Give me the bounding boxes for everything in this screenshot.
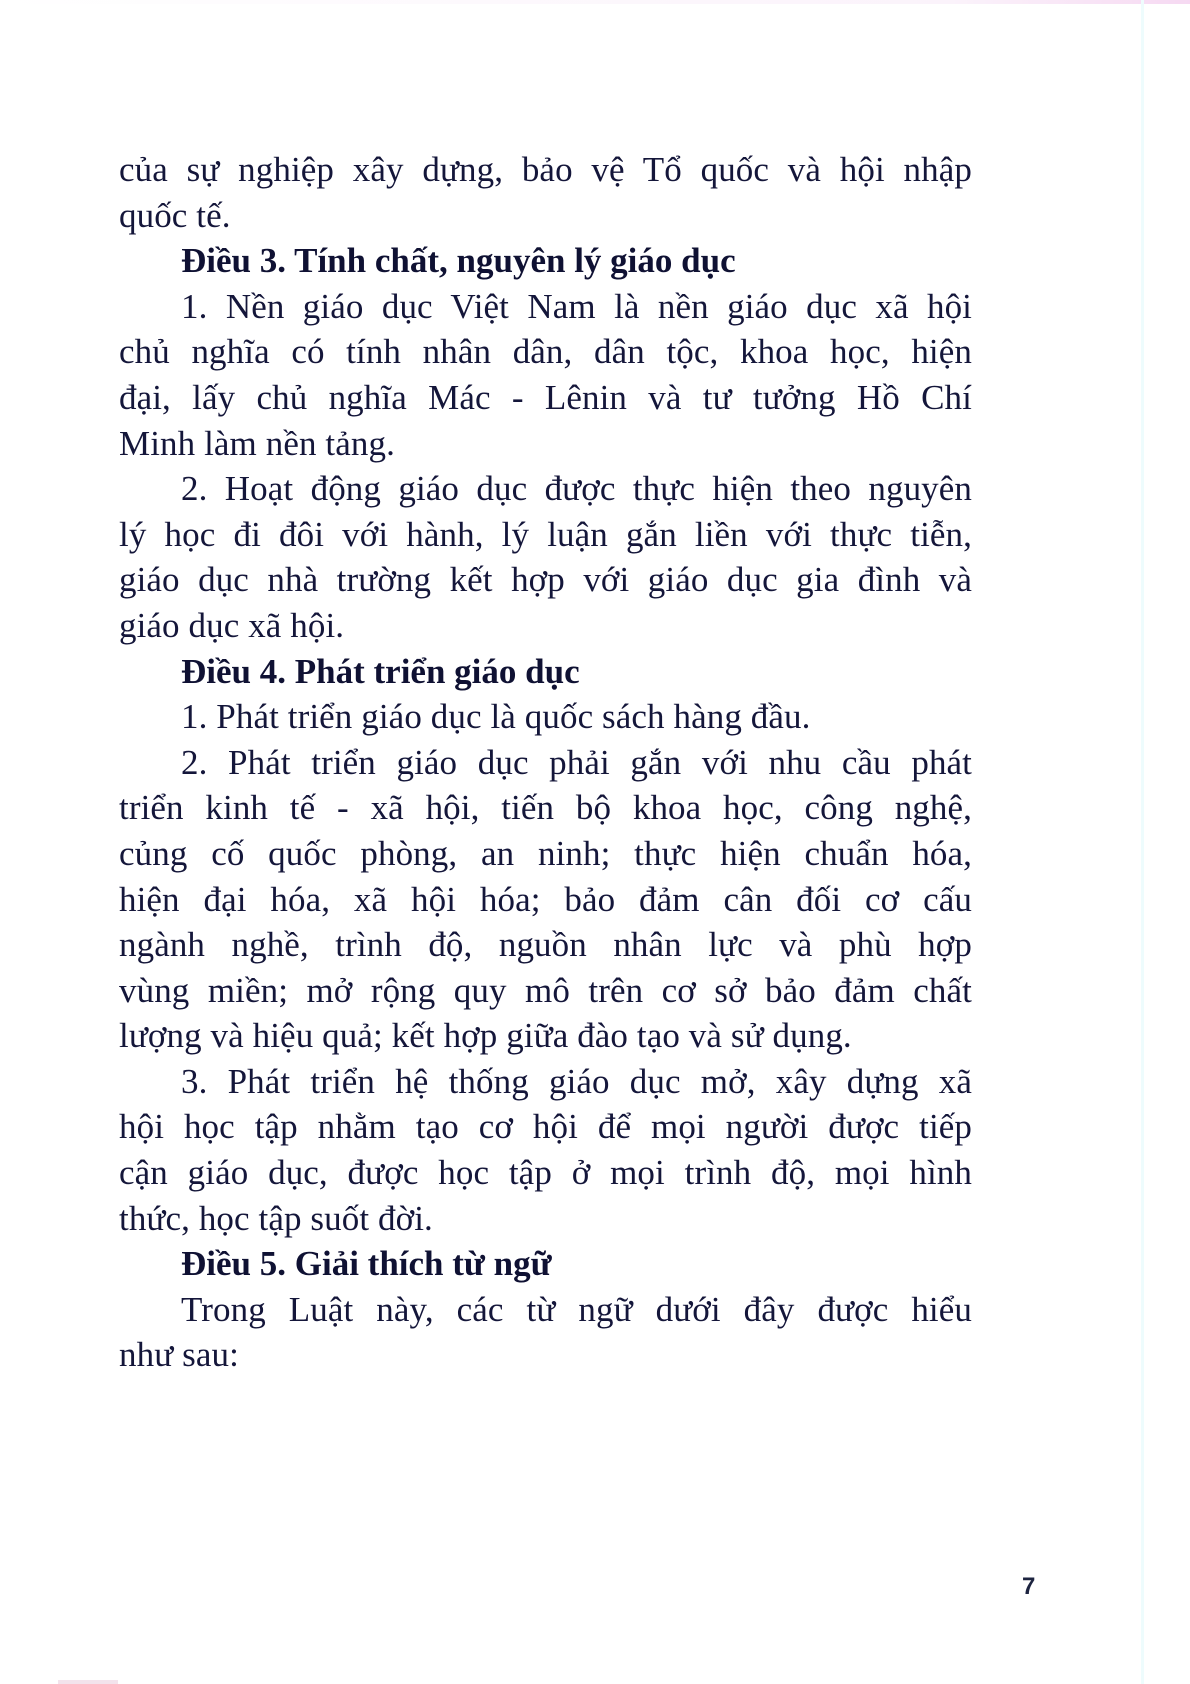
text-line: thức, học tập suốt đời.	[119, 1198, 433, 1238]
article-4-clause-3	[119, 1059, 972, 1241]
article-5-intro	[119, 1287, 972, 1378]
text-line: hiện đại hóa, xã hội hóa; bảo đảm cân đối cơ cấu	[119, 879, 972, 919]
article-4-clause-1	[119, 694, 972, 740]
text-line: vùng miền; mở rộng quy mô trên cơ sở bảo đảm chất	[119, 970, 972, 1010]
article-5-heading: Điều 5. Giải thích từ ngữ	[181, 1244, 552, 1284]
text-line: 2. Hoạt động giáo dục được thực hiện theo nguyên	[181, 469, 972, 509]
article-3-clause-2	[119, 466, 972, 648]
text-line: như sau:	[119, 1335, 239, 1375]
text-line: củng cố quốc phòng, an ninh; thực hiện chuẩn hóa,	[119, 833, 972, 873]
page-right-edge	[1141, 0, 1144, 1684]
text-line: 1. Phát triển giáo dục là quốc sách hàng đầu.	[181, 697, 811, 737]
text-line: chủ nghĩa có tính nhân dân, dân tộc, khoa học, hiện	[119, 332, 972, 372]
text-line: 2. Phát triển giáo dục phải gắn với nhu cầu phát	[181, 742, 972, 782]
text-line: lý học đi đôi với hành, lý luận gắn liền với thực tiễn,	[119, 514, 972, 554]
text-line: ngành nghề, trình độ, nguồn nhân lực và phù hợp	[119, 925, 972, 965]
text-line: 1. Nền giáo dục Việt Nam là nền giáo dục xã hội	[181, 286, 972, 326]
article-4-clause-2	[119, 740, 972, 1059]
text-line: giáo dục xã hội.	[119, 605, 345, 645]
page-top-edge	[0, 0, 1190, 4]
text-line: quốc tế.	[119, 195, 231, 235]
article-4-heading: Điều 4. Phát triển giáo dục	[181, 651, 580, 691]
text-line: Minh làm nền tảng.	[119, 423, 395, 463]
scan-smudge	[58, 1680, 118, 1684]
document-body	[119, 147, 972, 1378]
text-line: 3. Phát triển hệ thống giáo dục mở, xây dựng xã	[181, 1061, 972, 1101]
text-line: Trong Luật này, các từ ngữ dưới đây được hiểu	[181, 1289, 972, 1329]
text-line: lượng và hiệu quả; kết hợp giữa đào tạo và sử dụng.	[119, 1016, 852, 1056]
text-line: đại, lấy chủ nghĩa Mác - Lênin và tư tưởng Hồ Chí	[119, 377, 972, 417]
article-3-clause-1	[119, 284, 972, 466]
text-line: của sự nghiệp xây dựng, bảo vệ Tổ quốc và hội nhập	[119, 150, 972, 189]
text-line: hội học tập nhằm tạo cơ hội để mọi người được tiếp	[119, 1107, 972, 1147]
page-number: 7	[1022, 1573, 1036, 1600]
text-line: cận giáo dục, được học tập ở mọi trình độ, mọi hình	[119, 1153, 972, 1193]
text-line: triển kinh tế - xã hội, tiến bộ khoa học, công nghệ,	[119, 788, 972, 828]
paragraph-continuation	[119, 147, 972, 238]
article-3-heading: Điều 3. Tính chất, nguyên lý giáo dục	[181, 241, 736, 281]
text-line: giáo dục nhà trường kết hợp với giáo dục gia đình và	[119, 560, 972, 600]
